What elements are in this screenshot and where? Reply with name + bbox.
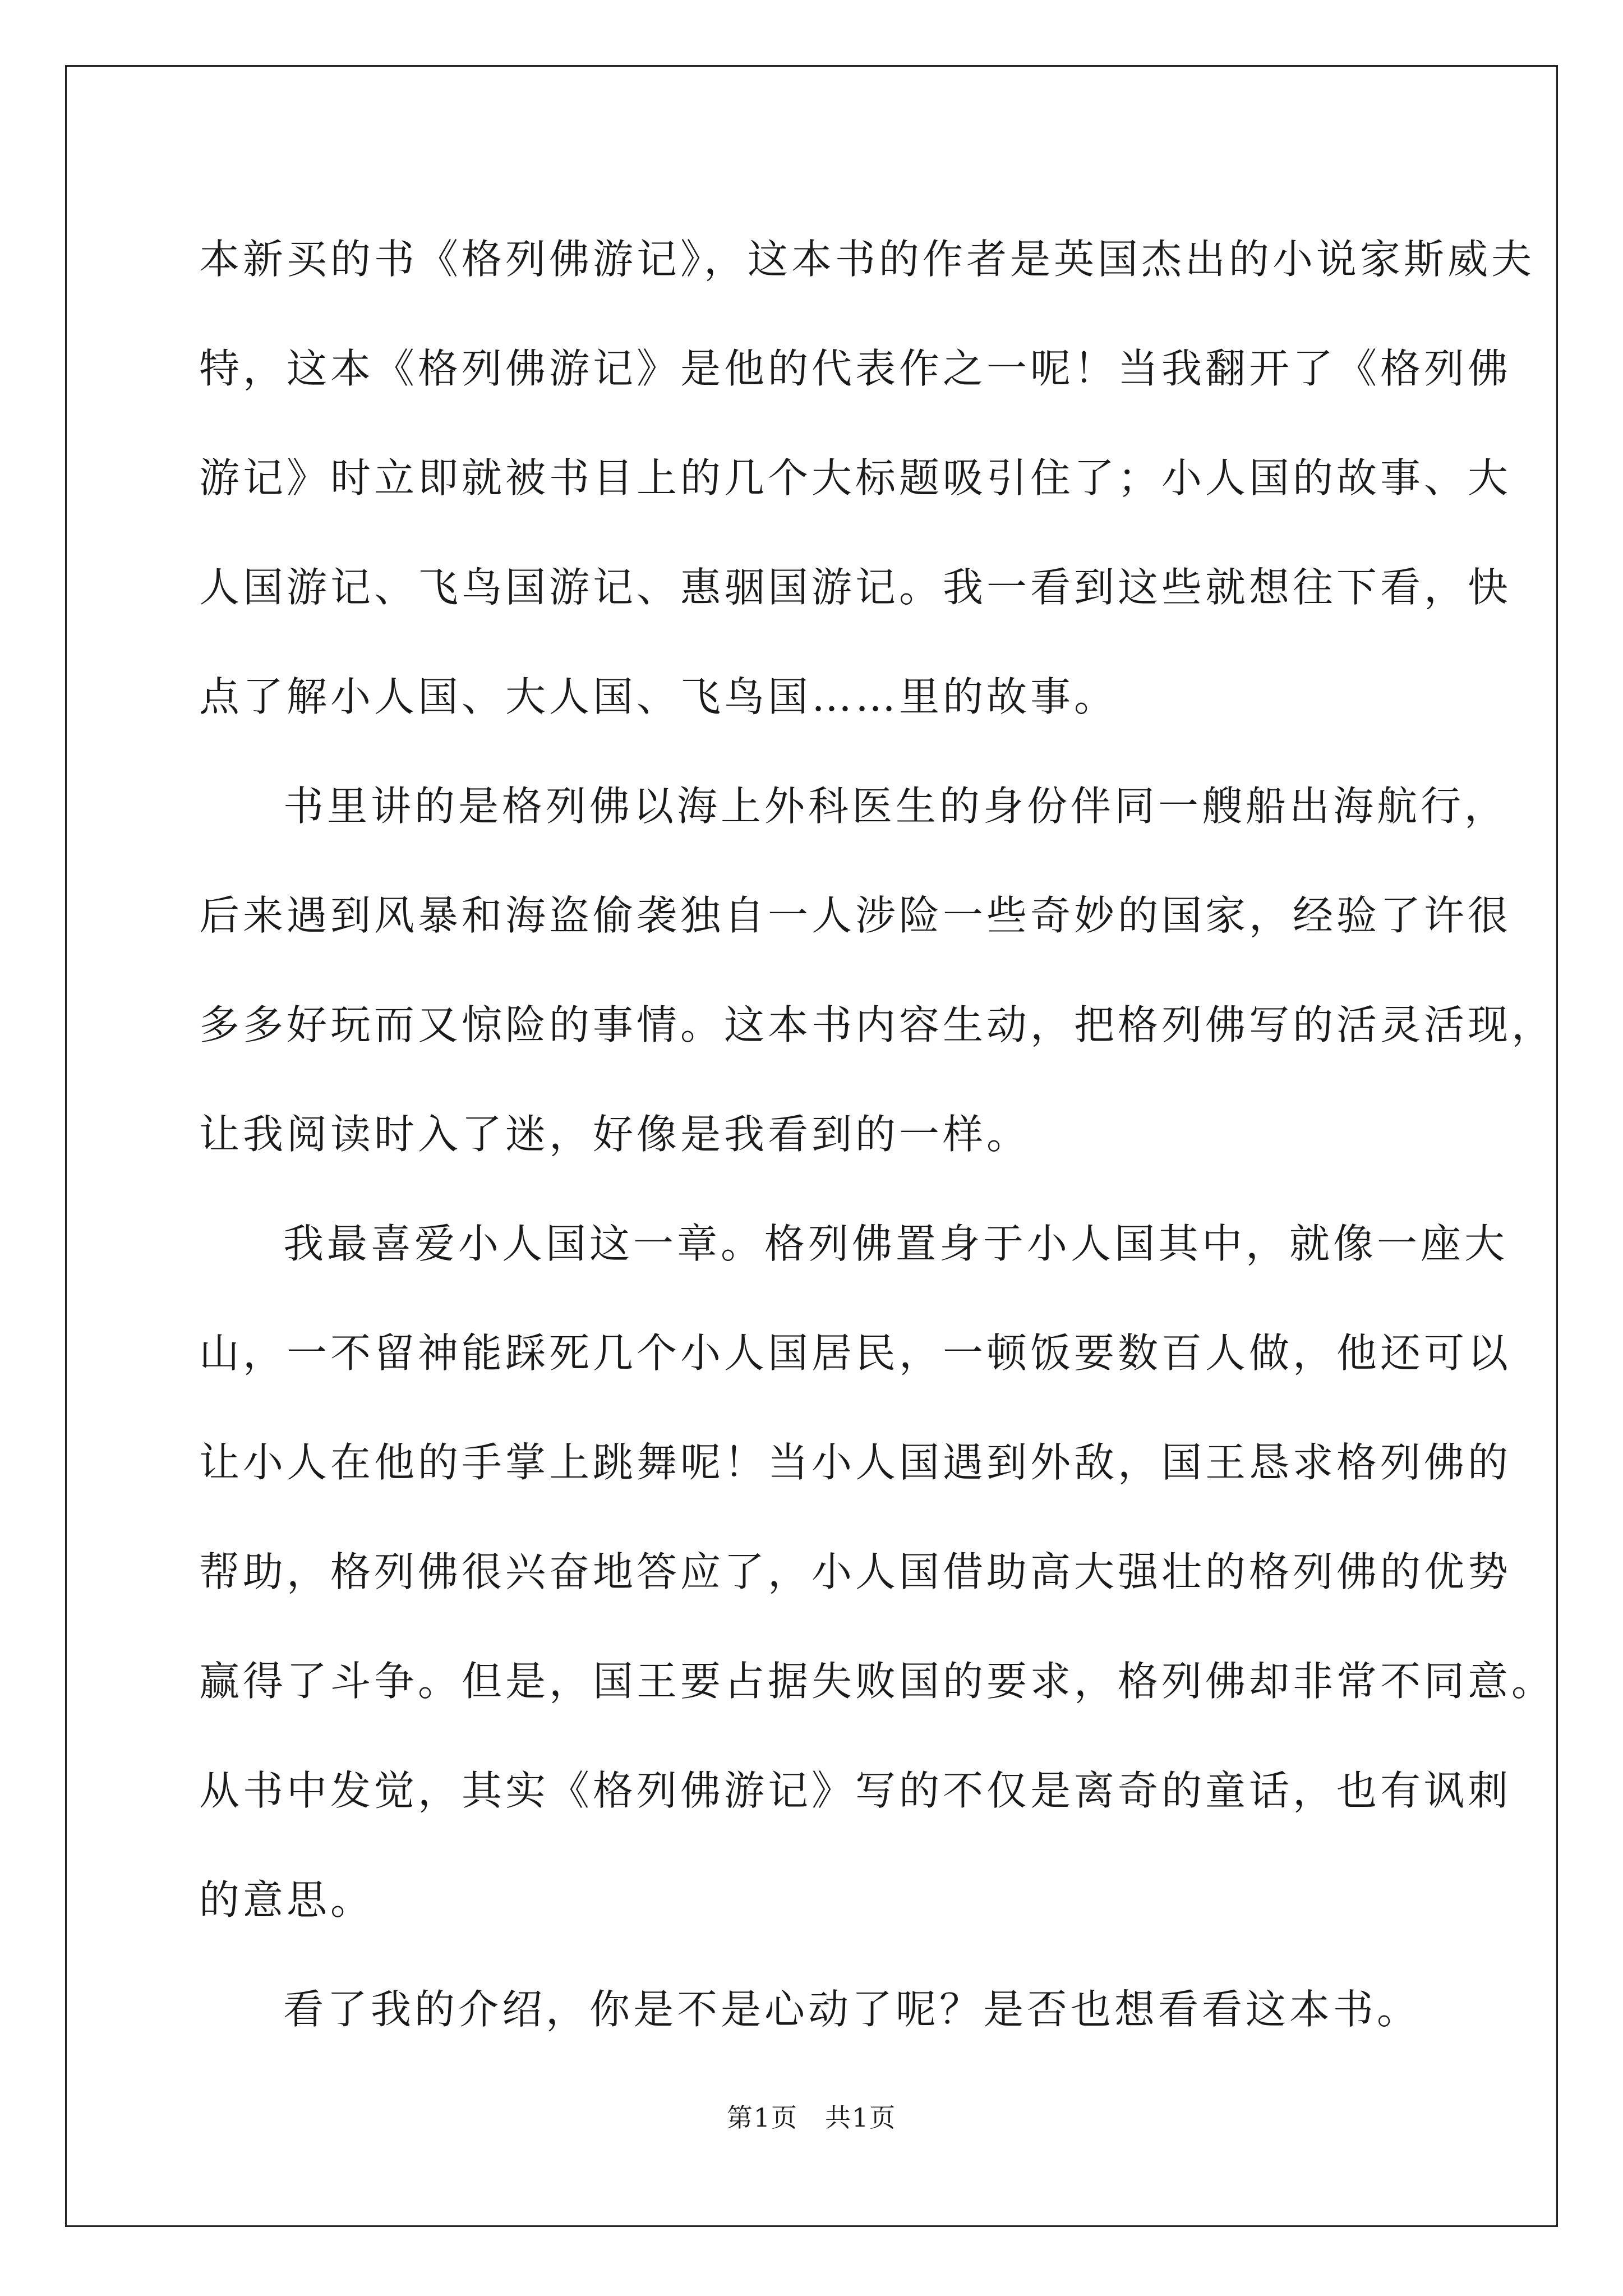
document-body — [199, 205, 1556, 2064]
text-line: 山，一不留神能踩死几个小人国居民，一顿饭要数百人做，他还可以 — [199, 1329, 1512, 1377]
text-line: 本新买的书《格列佛游记》，这本书的作者是英国杰出的小说家斯威夫 — [199, 236, 1536, 283]
text-line: 特，这本《格列佛游记》是他的代表作之一呢！当我翻开了《格列佛 — [199, 345, 1512, 392]
text-line: 人国游记、飞鸟国游记、惠骃国游记。我一看到这些就想往下看，快 — [199, 564, 1512, 611]
text-line: 多多好玩而又惊险的事情。这本书内容生动，把格列佛写的活灵活现， — [199, 1001, 1556, 1048]
text-line: 让小人在他的手掌上跳舞呢！当小人国遇到外敌，国王恳求格列佛的 — [199, 1439, 1512, 1486]
text-line: 从书中发觉，其实《格列佛游记》写的不仅是离奇的童话，也有讽刺 — [199, 1767, 1512, 1814]
paragraph-start-line: 我最喜爱小人国这一章。格列佛置身于小人国其中，就像一座大 — [283, 1220, 1509, 1267]
page-number: 第1页 — [726, 2102, 798, 2133]
page-footer — [0, 2101, 1623, 2134]
text-line: 赢得了斗争。但是，国王要占据失败国的要求，格列佛却非常不同意。 — [199, 1658, 1556, 1705]
paragraph-start-line: 看了我的介绍，你是不是心动了呢？是否也想看看这本书。 — [283, 1986, 1421, 2033]
text-line: 游记》时立即就被书目上的几个大标题吸引住了；小人国的故事、大 — [199, 454, 1512, 501]
text-line: 的意思。 — [199, 1876, 375, 1924]
page-total: 共1页 — [825, 2102, 897, 2133]
text-line: 让我阅读时入了迷，好像是我看到的一样。 — [199, 1111, 1031, 1158]
text-line: 后来遇到风暴和海盗偷袭独自一人涉险一些奇妙的国家，经验了许很 — [199, 892, 1512, 939]
text-line: 帮助，格列佛很兴奋地答应了，小人国借助高大强壮的格列佛的优势 — [199, 1548, 1512, 1595]
text-line: 点了解小人国、大人国、飞鸟国……里的故事。 — [199, 673, 1118, 720]
paragraph-start-line: 书里讲的是格列佛以海上外科医生的身份伴同一艘船出海航行， — [283, 783, 1509, 830]
